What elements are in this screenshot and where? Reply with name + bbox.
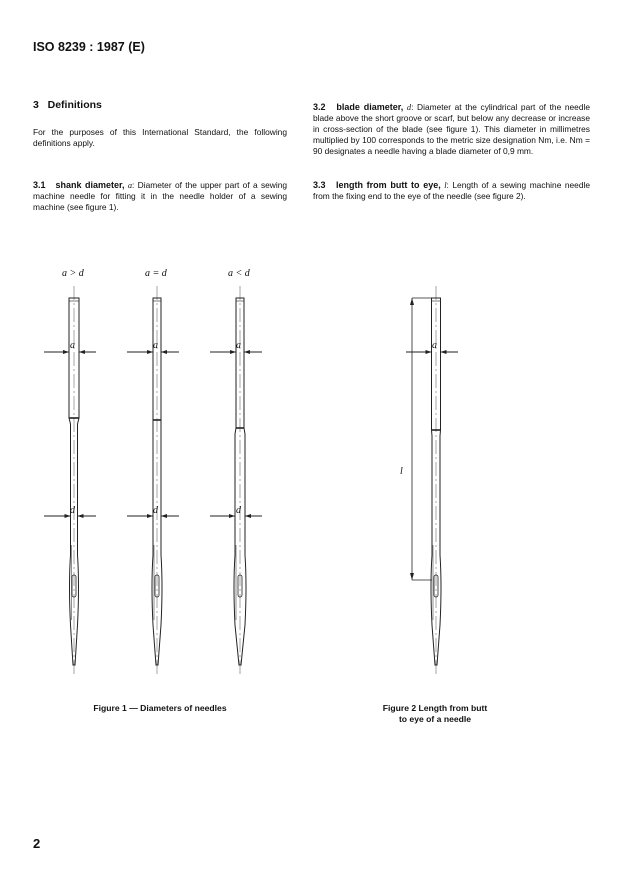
arrow-icon bbox=[410, 573, 414, 580]
figure-1-needles bbox=[44, 268, 262, 675]
symbol-a: a bbox=[153, 340, 158, 351]
needle bbox=[127, 286, 179, 675]
arrow-icon bbox=[426, 350, 432, 354]
definition-3-1: 3.1 shank diameter, a: Diameter of the upper part of a sewing machine needle for fitting it in the needle holder of a sewing machine (see figure 1). bbox=[33, 180, 288, 212]
figure-2-caption bbox=[340, 703, 530, 725]
figure-1-caption: Figure 1 — Diameters of needles bbox=[93, 703, 227, 713]
symbol-d: d bbox=[153, 505, 158, 516]
arrow-icon bbox=[161, 514, 167, 518]
needle bbox=[210, 286, 262, 675]
arrow-icon bbox=[229, 514, 235, 518]
figure-2-caption-line-1: Figure 2 Length from butt bbox=[382, 703, 488, 713]
page-number: 2 bbox=[33, 836, 41, 851]
arrow-icon bbox=[78, 514, 84, 518]
symbol-d: d bbox=[70, 505, 75, 516]
needle-condition-label: a = d bbox=[145, 268, 167, 279]
symbol-a: a bbox=[70, 340, 75, 351]
section-intro: For the purposes of this International Standard, the following definitions apply. bbox=[33, 127, 287, 148]
figure-2-caption-line-2: to eye of a needle bbox=[398, 714, 472, 724]
definition-3-2: 3.2 blade diameter, d: Diameter at the cylindrical part of the needle blade above the short groove or scarf, but below any decrease or increase in cross-section of the blade (see figure 1). This diameter in millimetres multiplied by 100 corresponds to the metric size designation Nm, i.e. Nm = 90 designates a needle having a blade diameter of 0,9 mm. bbox=[313, 102, 591, 156]
needle-condition-label: a < d bbox=[228, 268, 250, 279]
figure-2-needle bbox=[400, 286, 458, 675]
section-title: Definitions bbox=[47, 99, 102, 111]
arrow-icon bbox=[245, 514, 251, 518]
needle bbox=[44, 286, 96, 675]
definition-3-3: 3.3 length from butt to eye, l: Length of a sewing machine needle from the fixing end to the eye of the needle (see figure 2). bbox=[313, 180, 591, 201]
arrow-icon bbox=[410, 298, 414, 305]
arrow-icon bbox=[244, 350, 250, 354]
arrow-icon bbox=[63, 350, 69, 354]
symbol-a: a bbox=[432, 340, 437, 351]
section-number: 3 bbox=[33, 99, 39, 111]
section-heading bbox=[33, 99, 102, 111]
symbol-a: a bbox=[236, 340, 241, 351]
needle bbox=[406, 286, 458, 675]
document-header: ISO 8239 : 1987 (E) bbox=[33, 40, 145, 54]
symbol-l: l bbox=[400, 466, 403, 477]
arrow-icon bbox=[79, 350, 85, 354]
needle-condition-label: a > d bbox=[62, 268, 84, 279]
arrow-icon bbox=[441, 350, 447, 354]
arrow-icon bbox=[161, 350, 167, 354]
symbol-d: d bbox=[236, 505, 241, 516]
figures-drawing bbox=[0, 260, 621, 690]
